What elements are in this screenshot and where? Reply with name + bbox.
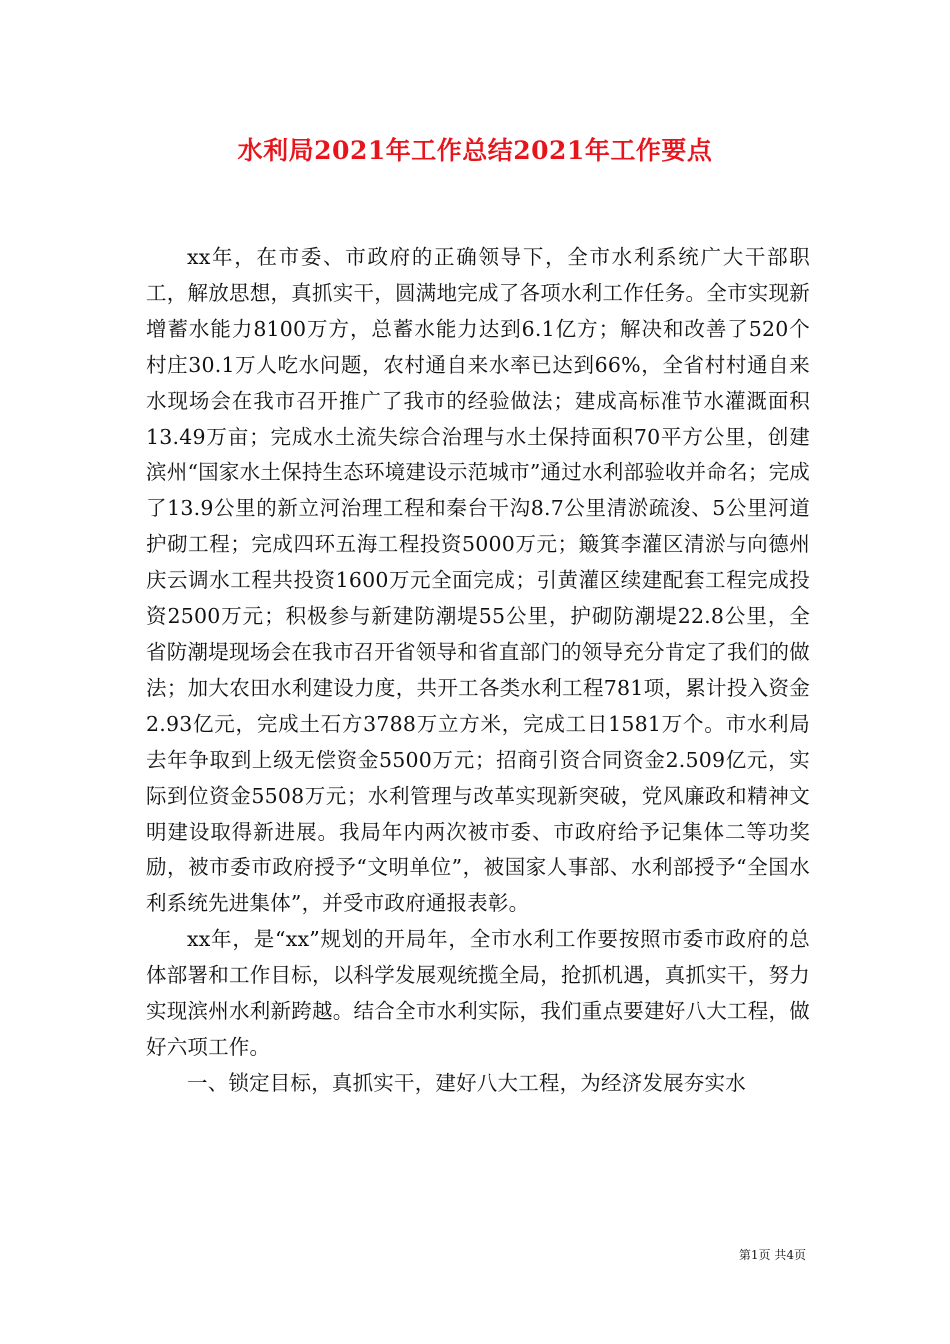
document-body (146, 240, 810, 1102)
paragraph-plan: xx年，是“xx”规划的开局年，全市水利工作要按照市委市政府的总体部署和工作目标，以科学发展观统揽全局，抢抓机遇，真抓实干，努力实现滨州水利新跨越。结合全市水利实际，我们重点要建好八大工程，做好六项工作。 (146, 927, 810, 1059)
paragraph-summary: xx年，在市委、市政府的正确领导下，全市水利系统广大干部职工，解放思想，真抓实干，圆满地完成了各项水利工作任务。全市实现新增蓄水能力8100万方，总蓄水能力达到6.1亿方；解决和改善了520个村庄30.1万人吃水问题，农村通自来水率已达到66%，全省村村通自来水现场会在我市召开推广了我市的经验做法；建成高标准节水灌溉面积13.49万亩；完成水土流失综合治理与水土保持面积70平方公里，创建滨州“国家水土保持生态环境建设示范城市”通过水利部验收并命名；完成了13.9公里的新立河治理工程和秦台干沟8.7公里清淤疏浚、5公里河道护砌工程；完成四环五海工程投资5000万元；簸箕李灌区清淤与向德州庆云调水工程共投资1600万元全面完成；引黄灌区续建配套工程完成投资2500万元；积极参与新建防潮堤55公里，护砌防潮堤22.8公里，全省防潮堤现场会在我市召开省领导和省直部门的领导充分肯定了我们的做法；加大农田水利建设力度，共开工各类水利工程781项，累计投入资金2.93亿元，完成土石方3788万立方米，完成工日1581万个。市水利局去年争取到上级无偿资金5500万元；招商引资合同资金2.509亿元，实际到位资金5508万元；水利管理与改革实现新突破，党风廉政和精神文明建设取得新进展。我局年内两次被市委、市政府给予记集体二等功奖励，被市委市政府授予“文明单位”，被国家人事部、水利部授予“全国水利系统先进集体”，并受市政府通报表彰。 (146, 245, 810, 916)
document-title: 水利局2021年工作总结2021年工作要点 (237, 136, 713, 165)
page-number-footer: 第1页 共4页 (738, 1248, 806, 1262)
paragraph-section-one: 一、锁定目标，真抓实干，建好八大工程，为经济发展夯实水 (187, 1070, 746, 1095)
